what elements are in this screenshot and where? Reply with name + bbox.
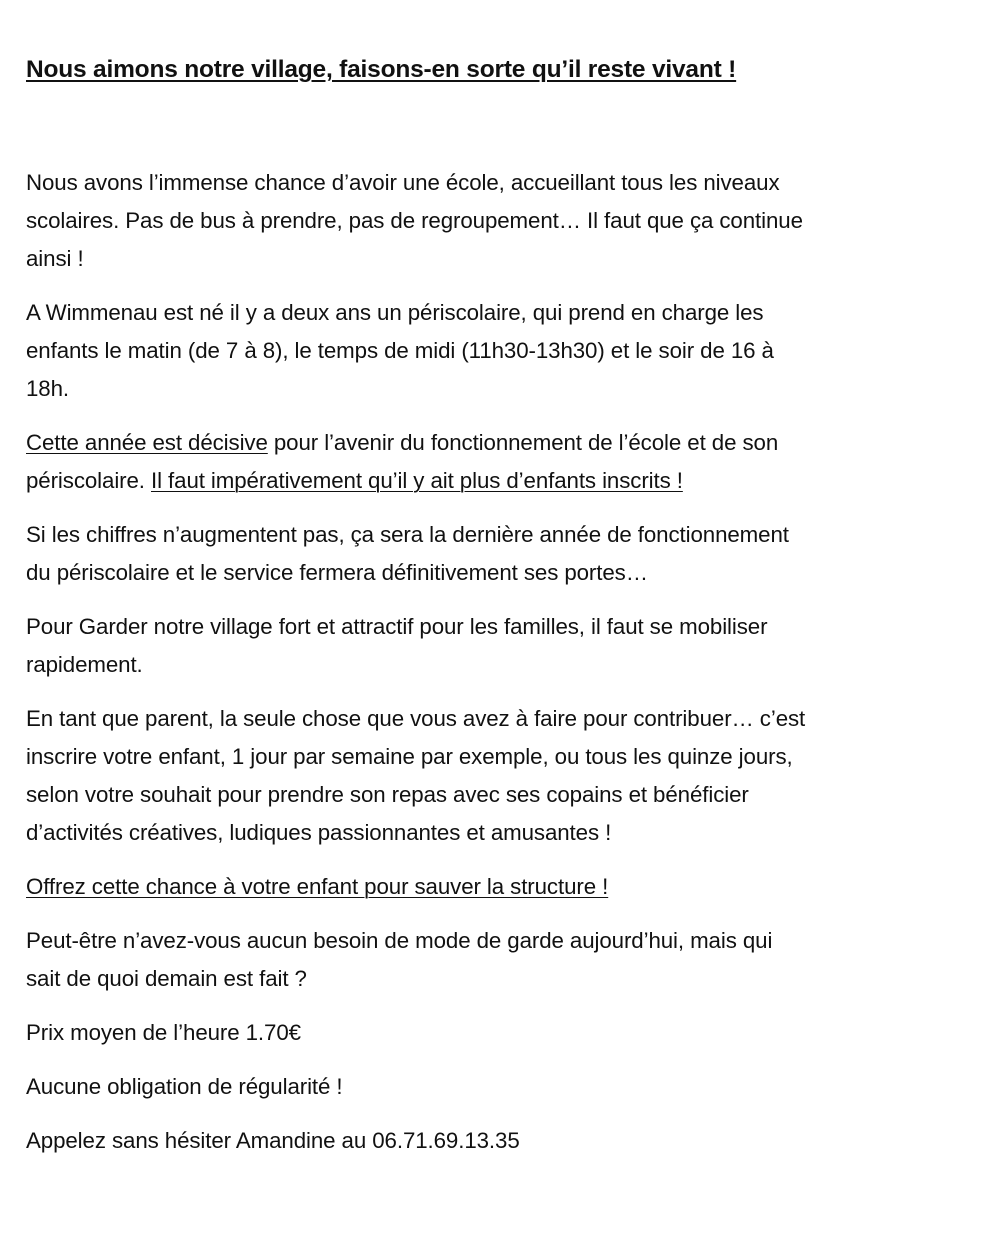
text-line: scolaires. Pas de bus à prendre, pas de regroupement… Il faut que ça continue xyxy=(26,208,803,233)
text-span: périscolaire. xyxy=(26,468,151,493)
text-line: du périscolaire et le service fermera définitivement ses portes… xyxy=(26,560,648,585)
text-line: enfants le matin (de 7 à 8), le temps de midi (11h30-13h30) et le soir de 16 à xyxy=(26,338,774,363)
text-line: Peut-être n’avez-vous aucun besoin de mode de garde aujourd’hui, mais qui xyxy=(26,928,773,953)
document-body xyxy=(26,164,971,1176)
underlined-text: Il faut impérativement qu’il y ait plus d’enfants inscrits ! xyxy=(151,468,683,493)
underlined-text: Cette année est décisive xyxy=(26,430,268,455)
paragraph-mobilise xyxy=(26,608,971,684)
paragraph-decisive-year xyxy=(26,424,971,500)
paragraph-no-need xyxy=(26,922,971,998)
underlined-text: Offrez cette chance à votre enfant pour sauver la structure ! xyxy=(26,874,609,899)
text-line: rapidement. xyxy=(26,652,143,677)
text-line: A Wimmenau est né il y a deux ans un périscolaire, qui prend en charge les xyxy=(26,300,764,325)
text-line: 18h. xyxy=(26,376,69,401)
paragraph-parent xyxy=(26,700,971,852)
text-line: Pour Garder notre village fort et attractif pour les familles, il faut se mobiliser xyxy=(26,614,768,639)
text-line: En tant que parent, la seule chose que vous avez à faire pour contribuer… c’est xyxy=(26,706,806,731)
text-line xyxy=(26,868,971,906)
document-title: Nous aimons notre village, faisons-en sorte qu’il reste vivant ! xyxy=(26,56,737,83)
text-line: Prix moyen de l’heure 1.70€ xyxy=(26,1020,301,1045)
text-line: Appelez sans hésiter Amandine au 06.71.69.13.35 xyxy=(26,1128,520,1153)
paragraph-numbers xyxy=(26,516,971,592)
text-line: Si les chiffres n’augmentent pas, ça sera la dernière année de fonctionnement xyxy=(26,522,789,547)
text-line xyxy=(26,462,971,500)
text-span: pour l’avenir du fonctionnement de l’école et de son xyxy=(267,430,779,455)
paragraph-offer-chance xyxy=(26,868,971,906)
text-line xyxy=(26,424,971,462)
paragraph-contact xyxy=(26,1122,971,1160)
text-line: Nous avons l’immense chance d’avoir une école, accueillant tous les niveaux xyxy=(26,170,780,195)
paragraph-periscolaire xyxy=(26,294,971,408)
text-line: inscrire votre enfant, 1 jour par semaine par exemple, ou tous les quinze jours, xyxy=(26,744,793,769)
text-line: d’activités créatives, ludiques passionnantes et amusantes ! xyxy=(26,820,612,845)
text-line: selon votre souhait pour prendre son repas avec ses copains et bénéficier xyxy=(26,782,749,807)
paragraph-no-obligation xyxy=(26,1068,971,1106)
paragraph-price xyxy=(26,1014,971,1052)
text-line: Aucune obligation de régularité ! xyxy=(26,1074,343,1099)
text-line: ainsi ! xyxy=(26,246,84,271)
paragraph-school xyxy=(26,164,971,278)
text-line: sait de quoi demain est fait ? xyxy=(26,966,307,991)
